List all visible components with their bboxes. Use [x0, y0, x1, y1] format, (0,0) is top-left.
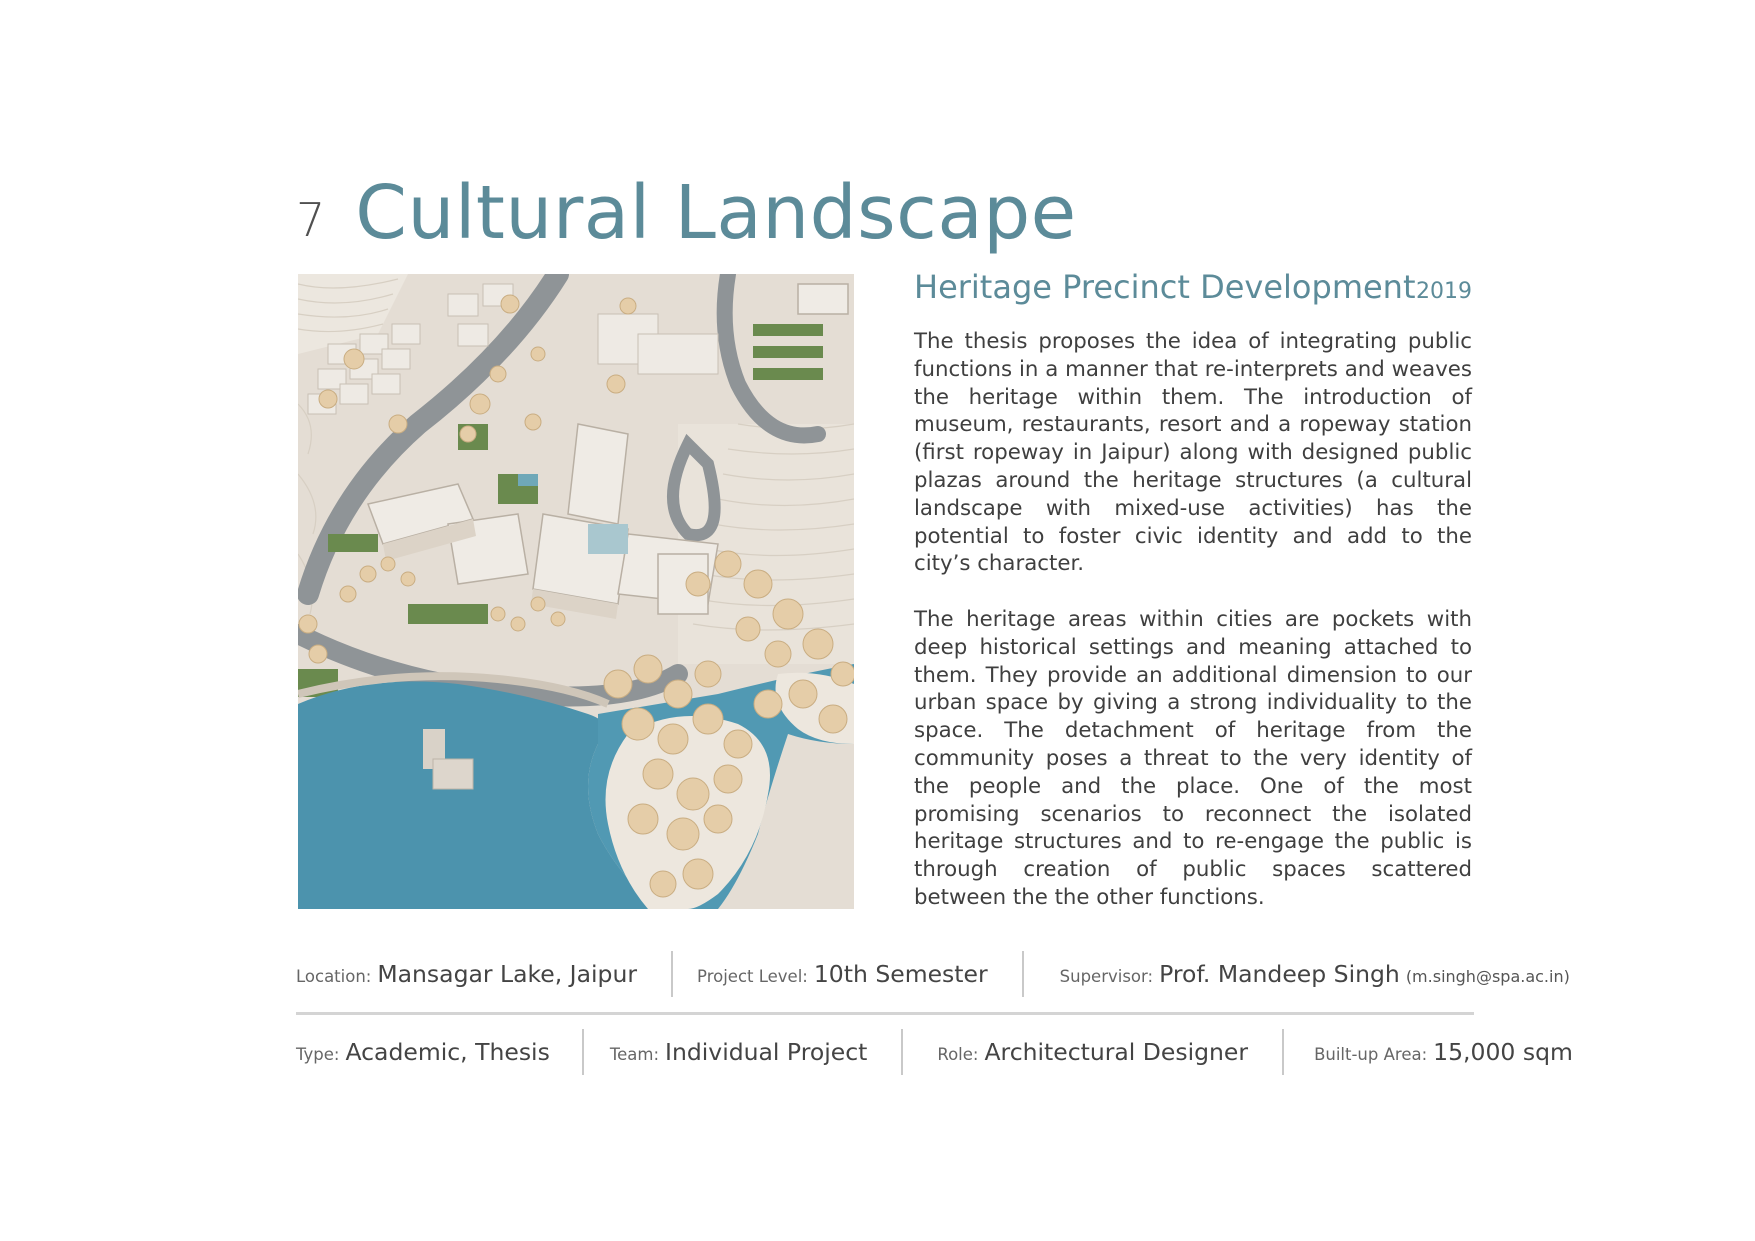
team-value: Individual Project [665, 1038, 868, 1066]
supervisor-detail [1060, 960, 1570, 988]
divider [1022, 951, 1024, 997]
divider [1282, 1029, 1284, 1075]
divider [901, 1029, 903, 1075]
role-detail [937, 1038, 1248, 1066]
location-label: Location: [296, 967, 372, 986]
location-value: Mansagar Lake, Jaipur [377, 960, 638, 988]
role-label: Role: [937, 1045, 979, 1064]
page-title: Cultural Landscape [355, 170, 1077, 256]
team-detail [610, 1038, 868, 1066]
type-value: Academic, Thesis [345, 1038, 550, 1066]
description-paragraph-2: The heritage areas within cities are pockets with deep historical settings and meaning attached to them. They provide an additional dimension to our urban space by giving a strong individuality to the space. The detachment of heritage from the community poses a threat to the very identity of the people and the place. One of the most promising scenarios to reconnect the isolated heritage structures and to re-engage the public is through creation of public spaces scattered between the the other functions. [914, 607, 1472, 910]
page-header [296, 160, 1077, 256]
supervisor-email: (m.singh@spa.ac.in) [1405, 967, 1570, 986]
built-up-area-label: Built-up Area: [1314, 1045, 1428, 1064]
details-divider-line [296, 1012, 1474, 1015]
project-level-label: Project Level: [697, 967, 808, 986]
location-detail [296, 960, 637, 988]
role-value: Architectural Designer [984, 1038, 1249, 1066]
project-details-row-2 [296, 1028, 1573, 1076]
page-number: 7 [296, 193, 326, 247]
project-subtitle-row [914, 268, 1472, 306]
project-level-value: 10th Semester [813, 960, 988, 988]
team-label: Team: [609, 1045, 660, 1064]
built-up-area-value: 15,000 sqm [1433, 1038, 1573, 1066]
supervisor-value: Prof. Mandeep Singh [1159, 960, 1400, 988]
project-subtitle: Heritage Precinct Development [914, 268, 1416, 306]
type-label: Type: [296, 1045, 340, 1064]
project-level-detail [697, 960, 988, 988]
supervisor-label: Supervisor: [1059, 967, 1154, 986]
built-up-area-detail [1314, 1038, 1573, 1066]
project-details-row-1 [296, 950, 1570, 998]
description-paragraph-1: The thesis proposes the idea of integrating public functions in a manner that re-interprets and weaves the heritage within them. The introduction of museum, restaurants, resort and a ropeway station (first ropeway in Jaipur) along with designed public plazas around the heritage structures (a cultural landscape with mixed-use activities) has the potential to foster civic identity and add to the city’s character. [914, 329, 1472, 577]
project-year: 2019 [1416, 279, 1472, 304]
site-model-photo [298, 274, 854, 909]
divider [671, 951, 673, 997]
type-detail [296, 1038, 550, 1066]
divider [582, 1029, 584, 1075]
